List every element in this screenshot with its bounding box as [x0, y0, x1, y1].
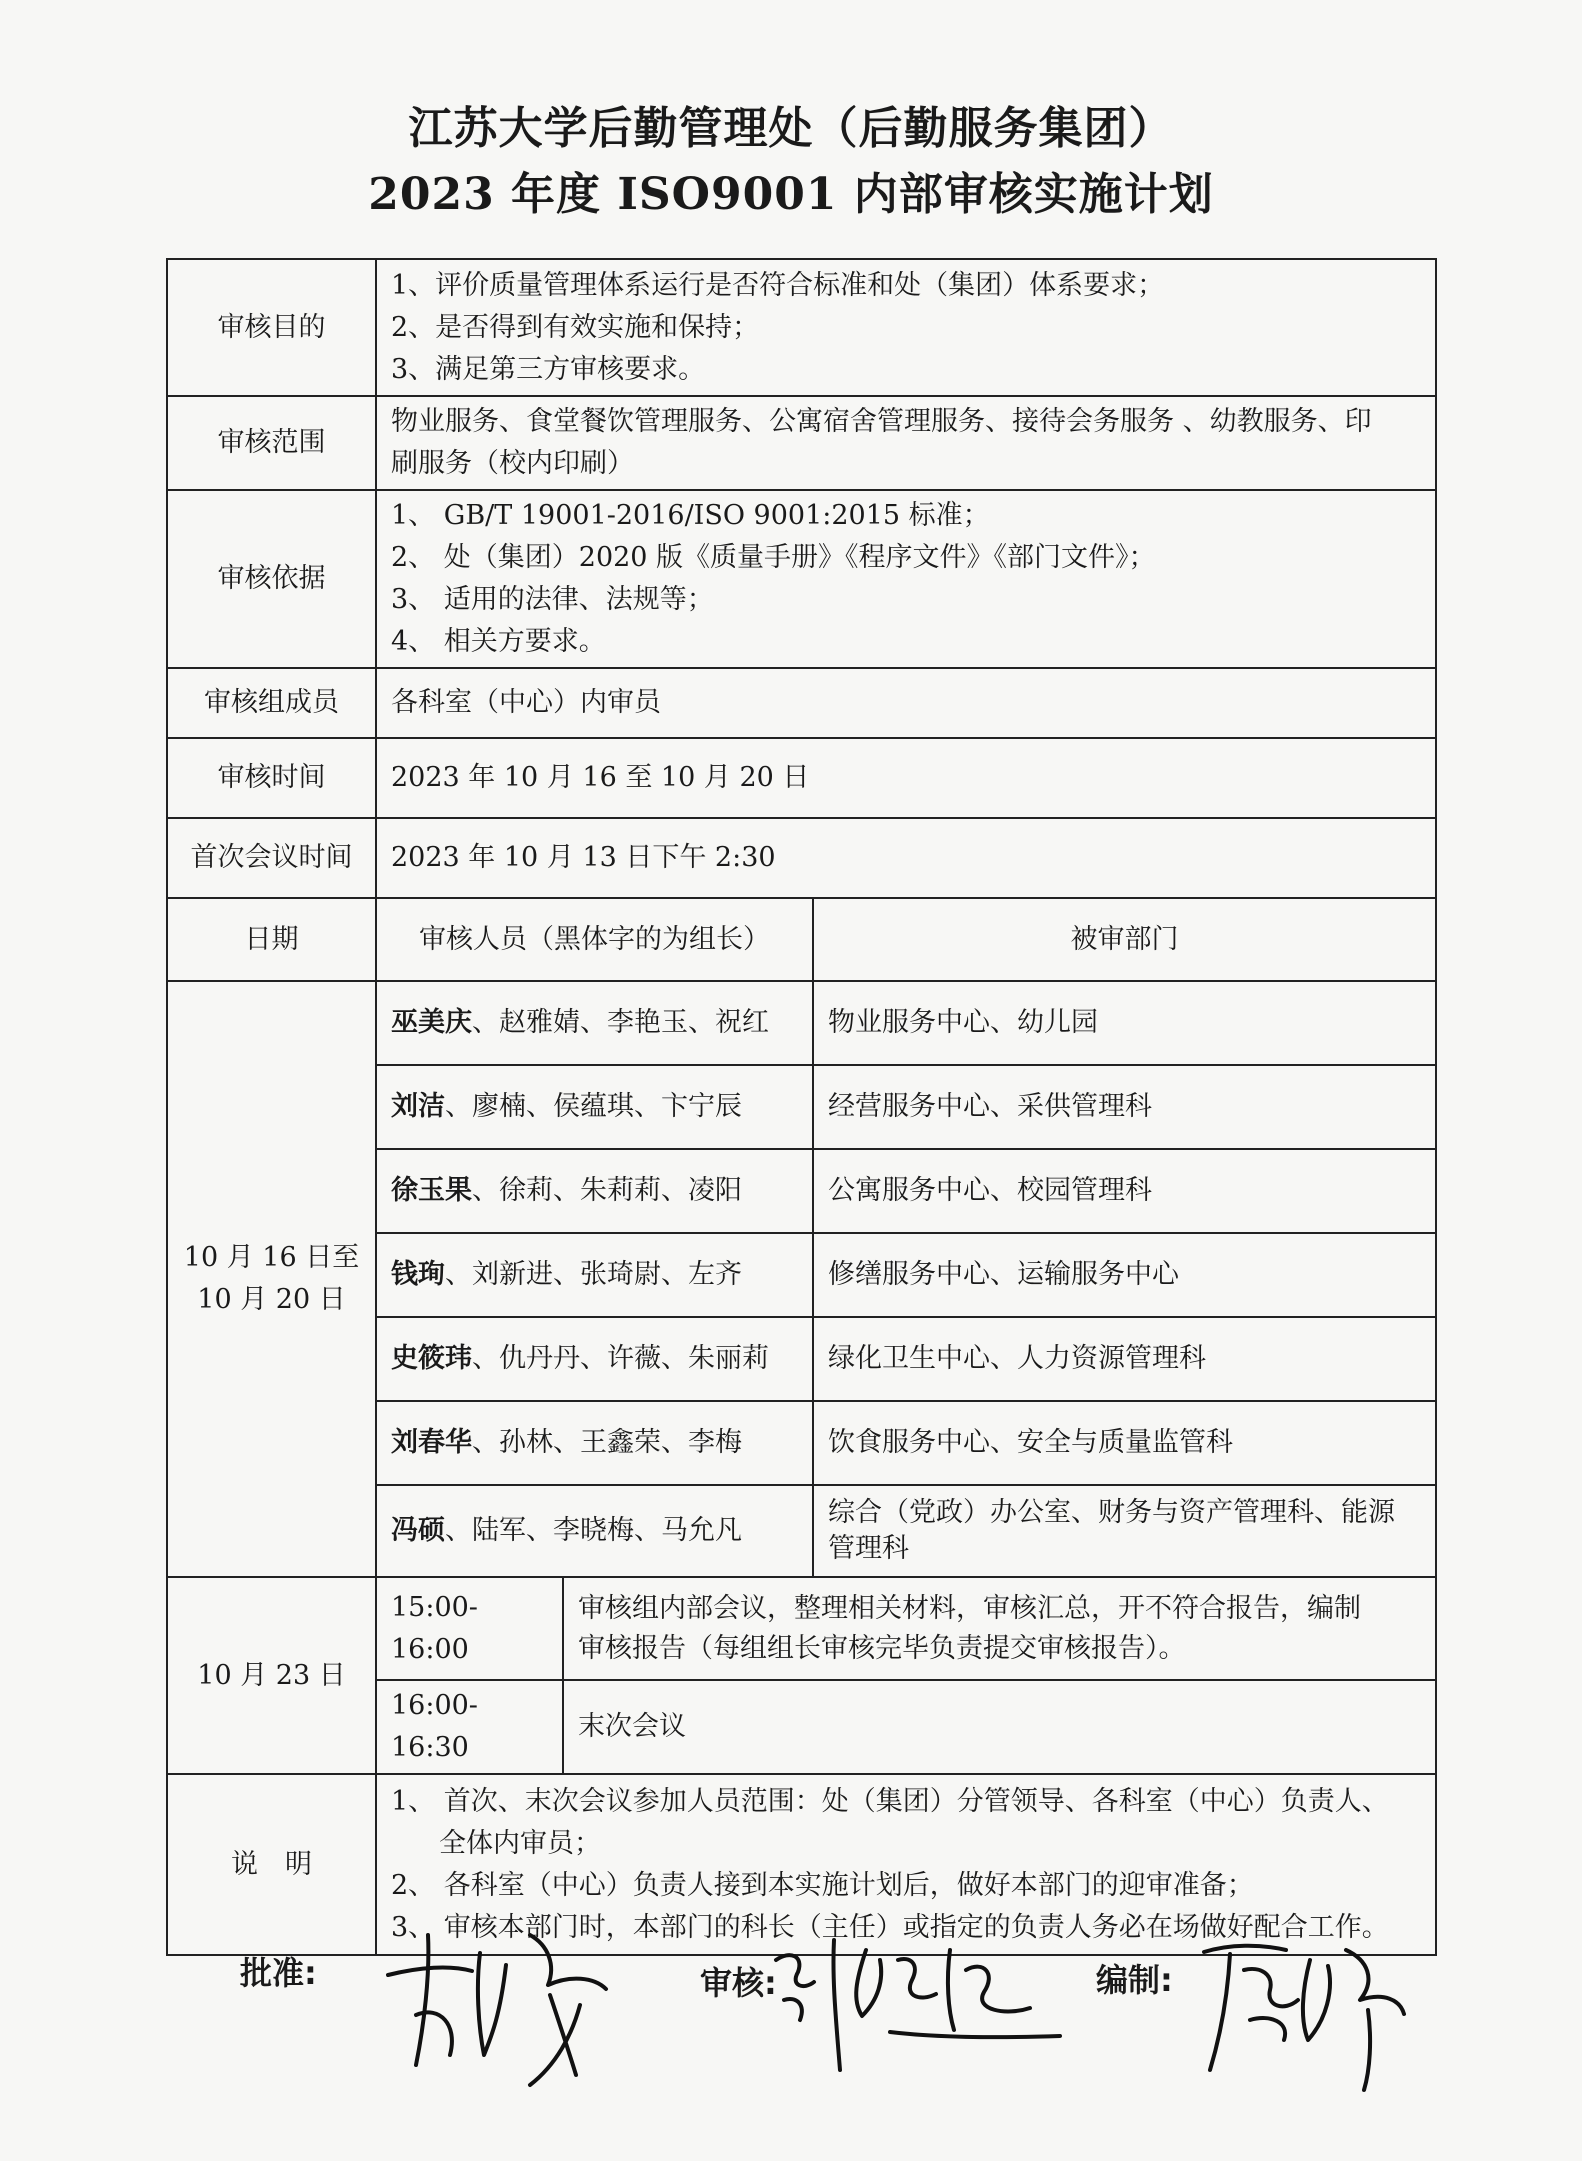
- purpose-line: 1、评价质量管理体系运行是否符合标准和处（集团）体系要求；: [391, 269, 1165, 301]
- group-members: 、陆军、李晓梅、马允凡: [445, 1515, 742, 1546]
- group-members: 、徐莉、朱莉莉、凌阳: [472, 1175, 742, 1206]
- scope-line: 物业服务、食堂餐饮管理服务、公寓宿舍管理服务、接待会务服务 、幼教服务、印: [391, 406, 1372, 437]
- auditors-cell: [376, 1401, 813, 1485]
- basis-content: [376, 490, 1436, 668]
- time-label: 审核时间: [167, 738, 376, 818]
- header-departments: 被审部门: [813, 898, 1436, 981]
- notes-label: 说 明: [167, 1774, 376, 1955]
- approve-label: 批准:: [240, 1954, 317, 1992]
- oct23-sessions: [376, 1577, 1436, 1774]
- audit-period-line: 10 月 16 日至: [183, 1242, 360, 1273]
- basis-line: 1、 GB/T 19001-2016/ISO 9001:2015 标准；: [391, 500, 990, 531]
- session-time: 16:00-16:30: [377, 1680, 563, 1773]
- oct23-date: 10 月 23 日: [167, 1577, 376, 1774]
- oct23-table: [377, 1578, 1435, 1773]
- scope-label: 审核范围: [167, 396, 376, 490]
- audit-plan-table: [166, 258, 1437, 1956]
- session-desc: [563, 1578, 1435, 1680]
- audit-period-cell: [167, 981, 376, 1577]
- scope-line: 刷服务（校内印刷）: [391, 448, 634, 479]
- oct23-row: [167, 1577, 1436, 1774]
- group-members: 、赵雅婧、李艳玉、祝红: [472, 1007, 769, 1038]
- department-cell: 绿化卫生中心、人力资源管理科: [813, 1317, 1436, 1401]
- purpose-line: 2、是否得到有效实施和保持；: [391, 311, 760, 343]
- session-line: 审核组内部会议，整理相关材料，审核汇总，开不符合报告，编制: [578, 1592, 1361, 1624]
- members-label: 审核组成员: [167, 668, 376, 738]
- department-cell: 物业服务中心、幼儿园: [813, 981, 1436, 1065]
- basis-line: 4、 相关方要求。: [391, 626, 606, 657]
- group-leader: 刘春华: [391, 1427, 472, 1458]
- auditors-cell: [376, 1065, 813, 1149]
- auditors-cell: [376, 981, 813, 1065]
- group-leader: 巫美庆: [391, 1007, 472, 1038]
- group-members: 、孙林、王鑫荣、李梅: [472, 1427, 742, 1458]
- approver-signature: [380, 1905, 620, 2125]
- note-line: 3、 审核本部门时，本部门的科长（主任）或指定的负责人务必在场做好配合工作。: [391, 1911, 1389, 1943]
- department-cell: 修缮服务中心、运输服务中心: [813, 1233, 1436, 1317]
- session-desc: 末次会议: [563, 1680, 1435, 1773]
- group-members: 、刘新进、张琦尉、左齐: [445, 1259, 742, 1290]
- compile-label: 编制:: [1096, 1961, 1173, 1999]
- schedule-header-row: [167, 898, 1436, 981]
- department-cell: 饮食服务中心、安全与质量监管科: [813, 1401, 1436, 1485]
- first-meeting-label: 首次会议时间: [167, 818, 376, 898]
- department-line: 管理科: [828, 1533, 909, 1564]
- time-row: [167, 738, 1436, 818]
- first-meeting-value: 2023 年 10 月 13 日下午 2:30: [376, 818, 1436, 898]
- group-leader: 徐玉果: [391, 1175, 472, 1206]
- group-members: 、仇丹丹、许薇、朱丽莉: [472, 1343, 769, 1374]
- note-line: 1、 首次、末次会议参加人员范围：处（集团）分管领导、各科室（中心）负责人、: [391, 1785, 1389, 1817]
- first-meeting-row: [167, 818, 1436, 898]
- department-cell: 公寓服务中心、校园管理科: [813, 1149, 1436, 1233]
- review-label: 审核:: [700, 1964, 777, 2002]
- table-row: [167, 981, 1436, 1065]
- scope-row: [167, 396, 1436, 490]
- session-row: [377, 1578, 1435, 1680]
- reviewer-signature: [770, 1920, 1070, 2120]
- header-date: 日期: [167, 898, 376, 981]
- session-time: 15:00-16:00: [377, 1578, 563, 1680]
- department-cell: [813, 1485, 1436, 1577]
- purpose-row: [167, 259, 1436, 396]
- basis-line: 2、 处（集团）2020 版《质量手册》《程序文件》《部门文件》；: [391, 542, 1156, 573]
- group-members: 、廖楠、侯蕴琪、卞宁辰: [445, 1091, 742, 1122]
- department-line: 综合（党政）办公室、财务与资产管理科、能源: [828, 1497, 1395, 1528]
- header-auditors: 审核人员（黑体字的为组长）: [376, 898, 813, 981]
- members-value: 各科室（中心）内审员: [376, 668, 1436, 738]
- purpose-line: 3、满足第三方审核要求。: [391, 353, 706, 385]
- session-row: [377, 1680, 1435, 1773]
- time-value: 2023 年 10 月 16 至 10 月 20 日: [376, 738, 1436, 818]
- group-leader: 刘洁: [391, 1091, 445, 1122]
- department-cell: 经营服务中心、采供管理科: [813, 1065, 1436, 1149]
- group-leader: 冯硕: [391, 1515, 445, 1546]
- document-title: 江苏大学后勤管理处（后勤服务集团）: [408, 103, 1174, 154]
- auditors-cell: [376, 1149, 813, 1233]
- group-leader: 钱珣: [391, 1259, 445, 1290]
- purpose-content: [376, 259, 1436, 396]
- basis-label: 审核依据: [167, 490, 376, 668]
- compiler-signature: [1200, 1930, 1410, 2100]
- basis-line: 3、 适用的法律、法规等；: [391, 584, 714, 615]
- note-line: 全体内审员；: [439, 1827, 601, 1859]
- document-subtitle: 2023 年度 ISO9001 内部审核实施计划: [368, 169, 1214, 220]
- session-line: 审核报告（每组组长审核完毕负责提交审核报告）。: [578, 1632, 1186, 1664]
- audit-period-line: 10 月 20 日: [197, 1284, 346, 1315]
- members-row: [167, 668, 1436, 738]
- scope-content: [376, 396, 1436, 490]
- basis-row: [167, 490, 1436, 668]
- auditors-cell: [376, 1317, 813, 1401]
- group-leader: 史筱玮: [391, 1343, 472, 1374]
- purpose-label: 审核目的: [167, 259, 376, 396]
- auditors-cell: [376, 1233, 813, 1317]
- auditors-cell: [376, 1485, 813, 1577]
- note-line: 2、 各科室（中心）负责人接到本实施计划后，做好本部门的迎审准备；: [391, 1869, 1254, 1901]
